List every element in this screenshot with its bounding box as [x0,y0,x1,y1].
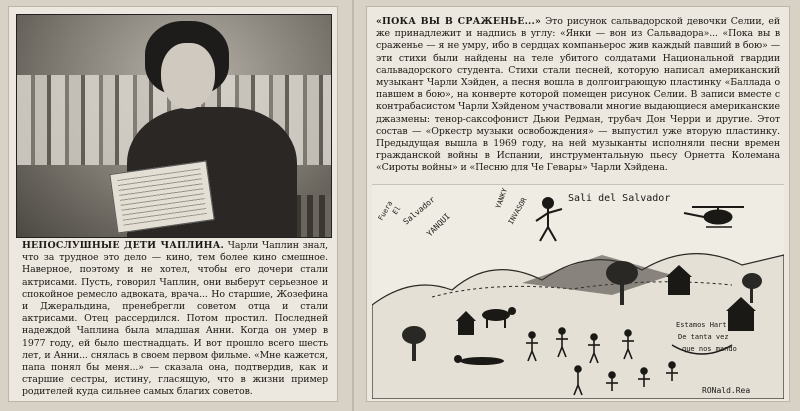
left-column [8,6,338,402]
article-chaplin-headline: НЕПОСЛУШНЫЕ ДЕТИ ЧАПЛИНА. [22,240,224,251]
soldier-figure-icon [536,198,562,241]
article-salvador [376,16,780,175]
photo-figure-face [161,43,215,109]
drawing-tag-invasor: INVASOR [506,196,529,226]
drawing-tag-salvador: Salvador [401,194,437,227]
article-chaplin-body: Чарли Чаплин знал, что за трудное это дело — кино, тем более кино смешное. Наверное, поэтому и не хотел, чтобы его дочери стали актрисами. Пусть, говорил Чаплин, они выберут серьезное и спокойное ремесло адвоката, врача... Но старшие, Жозефина и Джеральдина, пренебрегли советом отца и стали актрисами. Отец рассердился. Потом простил. Последней надеждой Чаплина была младшая Анни. Когда он умер в 1977 году, ей было шестнадцать. И вот прошло всего шесть лет, и Анни... снялась в своем первом фильме. «Мне кажется, папа понял бы меня...» — сказала она, подтвердив, как и старшие сестры, истину, гласящую, что в жизни пример родителей куда сильнее самых благих советов. [22,240,328,398]
drawing-tag-yanqui: YANQUI [425,211,452,239]
right-column [366,6,790,402]
page-gutter [352,0,354,411]
drawing-caption-top: Sali del Salvador [568,193,671,204]
child-drawing-svg [372,185,784,399]
drawing-signature: RONald.Rea [702,386,751,395]
drawing-tag-el: El [391,204,403,217]
article-salvador-headline: «ПОКА ВЫ В СРАЖЕНЬЕ...» [376,16,542,27]
drawing-tag-mando: que nos mando [682,345,737,353]
child-drawing [372,184,784,399]
helicopter-icon [684,207,744,227]
drawing-tag-yanky: YANKY [494,187,510,210]
drawing-tag-estamos: Estamos Hart [676,321,727,329]
photo-woman-reading [16,14,332,238]
drawing-tag-tanta: De tanta vez [678,333,729,341]
article-salvador-body: Это рисунок сальвадорской девочки Селии, ей же принадлежит и надпись в углу: «Янки — вон из Сальвадора»... «Пока вы в сраженье — я не умру, ибо в сердцах компаньерос жив каждый павший в бою» — эти стихи были найдены на теле убитого солдатами Национальной гвардии сальвадорского студента. Стихи стали песней, которую написал американский музыкант Чарли Хэйден, а песня вошла в долгоиграющую пластинку «Баллада о павшем в бою», на конверте которой помещен рисунок Селии. В записи вместе с контрабасистом Чарли Хэйденом участвовали многие выдающиеся американские джазмены: тенор-саксофонист Дьюи Редман, трубач Дон Черри и другие. Этот состав — «Оркестр музыки освобождения» — выпустил уже вторую пластинку. Предыдущая вышла в 1969 году, на ней музыканты исполняли песни времен гражданской войны в Испании, инструментальную пьесу Орнетта Колемана «Сироты войны» и «Песню для Че Гевары» Чарли Хэйдена. [376,16,780,174]
article-chaplin [22,240,328,399]
drawing-tag-fuera: Fuera [376,199,395,222]
